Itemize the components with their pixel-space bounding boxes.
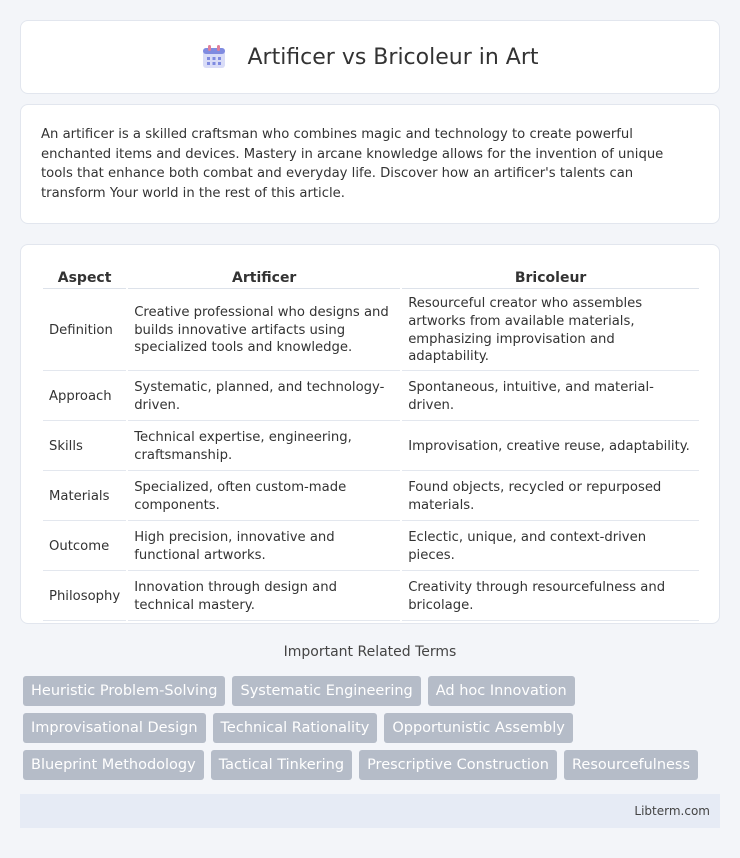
intro-card xyxy=(20,104,720,224)
table-row xyxy=(43,473,699,521)
intro-paragraph: An artificer is a skilled craftsman who combines magic and technology to create powerful enchanted items and devices. Mastery in arcane knowledge allows for the invention of unique tools that enhance both combat and everyday life. Discover how an artificer's talents can transform Your world in the rest of this article. xyxy=(41,127,664,201)
table-row xyxy=(43,523,699,571)
tag-tactical-tinkering[interactable]: Tactical Tinkering xyxy=(211,750,352,780)
table-row xyxy=(43,423,699,471)
row-aspect: Materials xyxy=(43,473,126,521)
row-artificer: High precision, innovative and functional artworks. xyxy=(128,523,400,571)
row-artificer: Systematic, planned, and technology-driven. xyxy=(128,373,400,421)
header-aspect: Aspect xyxy=(43,267,126,289)
tag-resourcefulness[interactable]: Resourcefulness xyxy=(564,750,698,780)
tag-row xyxy=(23,676,723,706)
header-card xyxy=(20,20,720,94)
tag-row xyxy=(23,750,723,780)
row-bricoleur: Resourceful creator who assembles artworks from available materials, emphasizing improvisation and adaptability. xyxy=(402,291,699,371)
calendar-icon xyxy=(201,44,227,70)
tag-opportunistic-assembly[interactable]: Opportunistic Assembly xyxy=(384,713,573,743)
header-artificer: Artificer xyxy=(128,267,400,289)
table-row xyxy=(43,373,699,421)
row-aspect: Definition xyxy=(43,291,126,371)
tag-ad-hoc-innovation[interactable]: Ad hoc Innovation xyxy=(428,676,575,706)
tag-systematic-engineering[interactable]: Systematic Engineering xyxy=(232,676,420,706)
row-artificer: Innovation through design and technical mastery. xyxy=(128,573,400,621)
row-artificer: Technical expertise, engineering, craftsmanship. xyxy=(128,423,400,471)
related-terms-title: Important Related Terms xyxy=(283,644,457,660)
row-aspect: Skills xyxy=(43,423,126,471)
tag-improvisational-design[interactable]: Improvisational Design xyxy=(23,713,206,743)
row-artificer: Creative professional who designs and builds innovative artifacts using specialized tools and knowledge. xyxy=(128,291,400,371)
page-title: Artificer vs Bricoleur in Art xyxy=(247,44,539,70)
row-aspect: Philosophy xyxy=(43,573,126,621)
tag-technical-rationality[interactable]: Technical Rationality xyxy=(213,713,378,743)
related-terms-list xyxy=(23,676,723,787)
table-row xyxy=(43,573,699,621)
tag-blueprint-methodology[interactable]: Blueprint Methodology xyxy=(23,750,204,780)
table-header-row xyxy=(43,267,699,289)
row-bricoleur: Found objects, recycled or repurposed materials. xyxy=(402,473,699,521)
row-bricoleur: Eclectic, unique, and context-driven pieces. xyxy=(402,523,699,571)
row-bricoleur: Creativity through resourcefulness and bricolage. xyxy=(402,573,699,621)
tag-heuristic-problem-solving[interactable]: Heuristic Problem-Solving xyxy=(23,676,225,706)
tag-row xyxy=(23,713,723,743)
header-bricoleur: Bricoleur xyxy=(402,267,699,289)
row-aspect: Approach xyxy=(43,373,126,421)
row-aspect: Outcome xyxy=(43,523,126,571)
row-artificer: Specialized, often custom-made components. xyxy=(128,473,400,521)
comparison-card xyxy=(20,244,720,624)
footer xyxy=(20,794,720,828)
row-bricoleur: Improvisation, creative reuse, adaptability. xyxy=(402,423,699,471)
comparison-table xyxy=(41,265,701,623)
row-bricoleur: Spontaneous, intuitive, and material-driven. xyxy=(402,373,699,421)
footer-site-link[interactable]: Libterm.com xyxy=(634,804,710,818)
table-row xyxy=(43,291,699,371)
tag-prescriptive-construction[interactable]: Prescriptive Construction xyxy=(359,750,557,780)
